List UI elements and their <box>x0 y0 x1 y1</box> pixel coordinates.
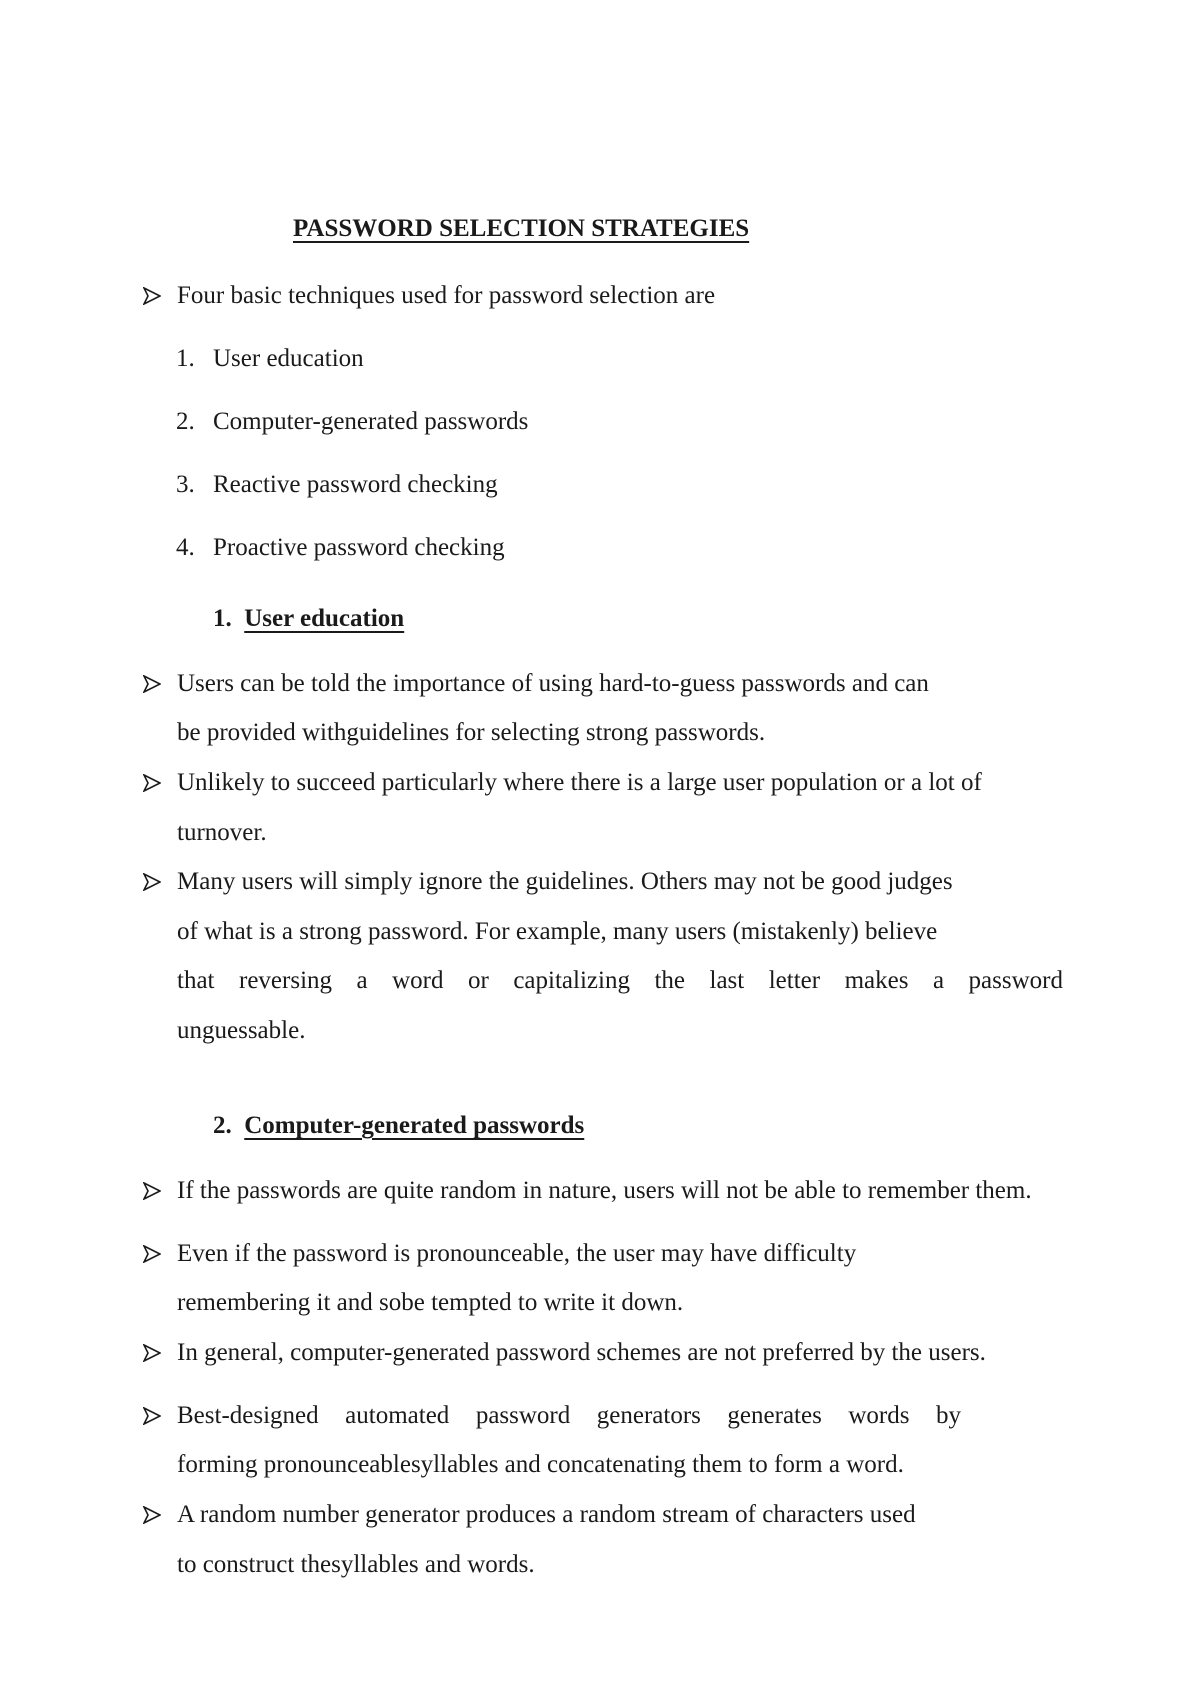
bullet-line: Best-designed automated password generators generates words by <box>177 1402 961 1429</box>
bullet-line: to construct thesyllables and words. <box>177 1551 535 1578</box>
bullet-line: If the passwords are quite random in nature, users will not be able to remember them. <box>177 1177 1032 1204</box>
bullet-line: that reversing a word or capitalizing the last letter makes a password <box>177 967 1063 994</box>
section-title: Computer-generated passwords <box>244 1112 585 1139</box>
section-number: 1. <box>213 605 232 632</box>
section-heading-user-education <box>213 604 404 634</box>
list-item-number: 2. <box>176 408 195 435</box>
bullet-line: turnover. <box>177 819 267 846</box>
list-item-number: 3. <box>176 471 195 498</box>
bullet-line: A random number generator produces a random stream of characters used <box>177 1501 916 1528</box>
section-title: User education <box>244 605 405 632</box>
list-item: Computer-generated passwords <box>213 408 529 435</box>
bullet-line: forming pronounceablesyllables and concatenating them to form a word. <box>177 1451 904 1478</box>
bullet-line: remembering it and sobe tempted to write it down. <box>177 1289 684 1316</box>
bullet-line: Many users will simply ignore the guidelines. Others may not be good judges <box>177 868 953 895</box>
section-heading-computer-generated <box>213 1111 584 1141</box>
bullet-line: be provided withguidelines for selecting strong passwords. <box>177 719 766 746</box>
list-item: User education <box>213 345 364 372</box>
section-number: 2. <box>213 1112 232 1139</box>
list-item-number: 1. <box>176 345 195 372</box>
bullet-line: unguessable. <box>177 1017 306 1044</box>
list-item: Reactive password checking <box>213 471 498 498</box>
list-item-number: 4. <box>176 534 195 561</box>
list-item: Proactive password checking <box>213 534 505 561</box>
bullet-line: In general, computer-generated password schemes are not preferred by the users. <box>177 1339 986 1366</box>
bullet-line: Even if the password is pronounceable, the user may have difficulty <box>177 1240 857 1267</box>
page-title: PASSWORD SELECTION STRATEGIES <box>293 215 750 242</box>
bullet-line: of what is a strong password. For example, many users (mistakenly) believe <box>177 918 938 945</box>
intro-text: Four basic techniques used for password selection are <box>177 282 716 309</box>
bullet-line: Users can be told the importance of using hard-to-guess passwords and can <box>177 670 929 697</box>
bullet-line: Unlikely to succeed particularly where there is a large user population or a lot of <box>177 769 982 796</box>
